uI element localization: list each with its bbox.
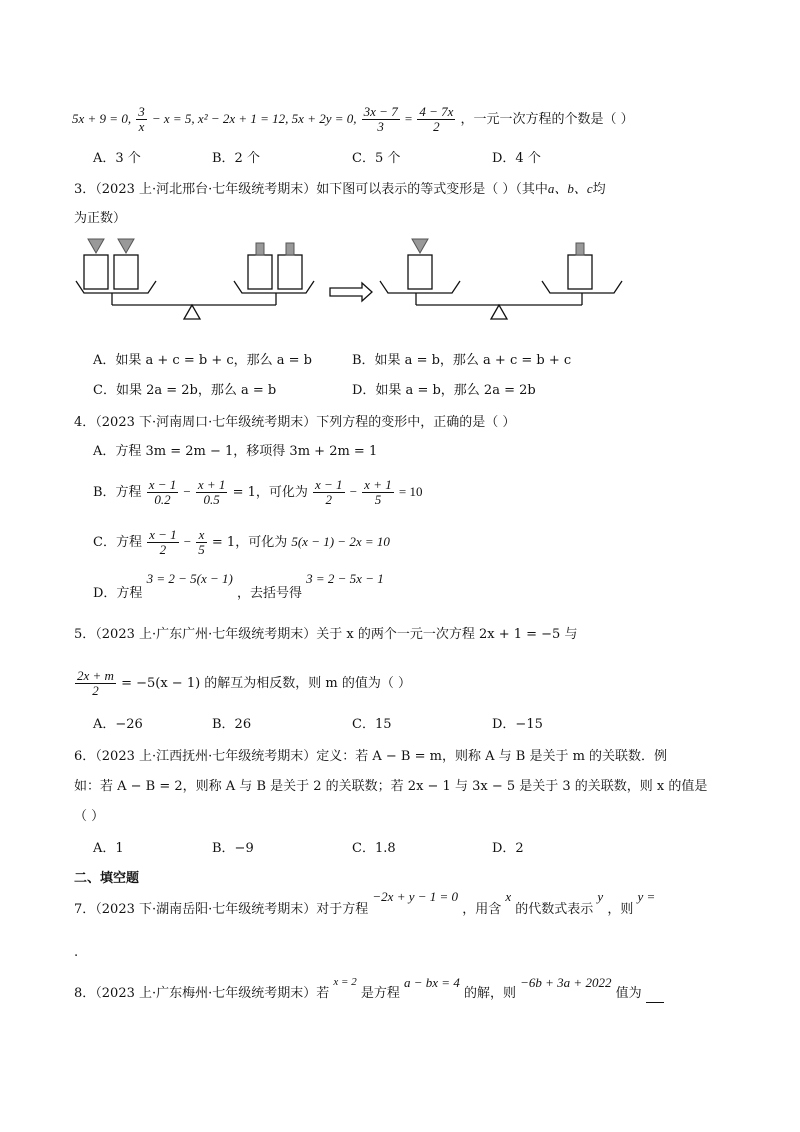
q7-line2: . [74, 945, 79, 960]
q6-stem-line1: 6．（2023 上·江西抚州·七年级统考期末）定义：若 A − B = m，则称 A 与 B 是关于 m 的关联数．例 [74, 749, 668, 764]
q3-stem-line2: 为正数） [74, 211, 127, 226]
q5-option-a[interactable]: A．−26 [93, 717, 143, 732]
q2-frac-c: $\frac{3x - 7}{3}$ [363, 104, 398, 134]
q2-eq-b-tail: − x = 5, x² − 2x + 1 = 12, 5x + 2y = 0, [151, 111, 357, 126]
q8-stem: 8．（2023 上·广东梅州·七年级统考期末）若 x = 2 是方程 a − bx = 4 的解，则 −6b + 3a + 2022 值为 [74, 972, 664, 1002]
q2-frac-d: $\frac{4 - 7x}{2}$ [419, 104, 454, 134]
q2-option-c[interactable]: C．5 个 [352, 151, 401, 166]
q2-option-b[interactable]: B．2 个 [212, 151, 260, 166]
section-title-fill-in: 二、填空题 [74, 871, 140, 886]
q2-option-a[interactable]: A．3 个 [93, 151, 141, 166]
q2-stem: ，一元一次方程的个数是（ ） [460, 112, 634, 127]
q4-stem: 4．（2023 下·河南周口·七年级统考期末）下列方程的变形中，正确的是（ ） [74, 415, 516, 430]
q3-stem-line1: 3．（2023 上·河北邢台·七年级统考期末）如下图可以表示的等式变形是（ ）（其中a、b、c均 [74, 181, 606, 197]
q6-option-c[interactable]: C．1.8 [352, 841, 396, 856]
q5-stem-line2: $\frac{2x + m}{2}$ = −5(x − 1) 的解互为相反数，则 m 的值为（ ） [77, 668, 412, 698]
q6-stem-line3: （ ） [74, 809, 105, 824]
q8-answer-blank[interactable] [646, 990, 664, 1003]
q6-stem-line2: 如：若 A − B = 2，则称 A 与 B 是关于 2 的关联数；若 2x − 1 与 3x − 5 是关于 3 的关联数，则 x 的值是 [74, 779, 708, 794]
balance-figure [68, 233, 628, 328]
q6-option-d[interactable]: D．2 [492, 841, 524, 856]
q5-option-c[interactable]: C．15 [352, 717, 392, 732]
q3-option-a[interactable]: A．如果 a + c = b + c，那么 a = b [93, 353, 312, 368]
q2-option-d[interactable]: D．4 个 [492, 151, 541, 166]
q6-option-a[interactable]: A．1 [93, 841, 124, 856]
q3-option-c[interactable]: C．如果 2a = 2b，那么 a = b [93, 383, 277, 398]
q5-stem-line1: 5．（2023 上·广东广州·七年级统考期末）关于 x 的两个一元一次方程 2x + 1 = −5 与 [74, 627, 578, 642]
q7-stem: 7．（2023 下·湖南岳阳·七年级统考期末）对于方程 −2x + y − 1 = 0 ，用含 x 的代数式表示 y ，则 y = [74, 889, 656, 917]
q4-option-d[interactable]: D．方程 3 = 2 − 5(x − 1) ，去括号得 3 = 2 − 5x − 1 [93, 571, 384, 601]
q4-option-b[interactable]: B．方程 $\frac{x - 1}{0.2}$ − $\frac{x + 1}{0.5}$ = 1，可化为 $\frac{x - 1}{2}$ − $\frac{x + 1}{5}$ = 10 [93, 477, 423, 507]
q3-option-d[interactable]: D．如果 a = b，那么 2a = 2b [352, 383, 536, 398]
q5-option-b[interactable]: B．26 [212, 717, 252, 732]
q3-option-b[interactable]: B．如果 a = b，那么 a + c = b + c [352, 353, 572, 368]
q4-option-a[interactable]: A．方程 3m = 2m − 1，移项得 3m + 2m = 1 [93, 444, 378, 459]
q4-option-c[interactable]: C．方程 $\frac{x - 1}{2}$ − $\frac{x}{5}$ = 1，可化为 5(x − 1) − 2x = 10 [93, 527, 390, 557]
q2-equations: 5x + 9 = 0, $\frac{3}{x}$ − x = 5, x² − 2x + 1 = 12, 5x + 2y = 0, $\frac{3x - 7}{3}$ = $\frac{4 - 7x}{2}$ ，一元一次方程的个数是（ ） [72, 104, 634, 134]
q2-eq-a: 5x + 9 = 0, [72, 111, 132, 126]
q6-option-b[interactable]: B．−9 [212, 841, 254, 856]
q5-option-d[interactable]: D．−15 [492, 717, 543, 732]
q2-frac-b: $\frac{3}{x}$ [138, 104, 145, 134]
